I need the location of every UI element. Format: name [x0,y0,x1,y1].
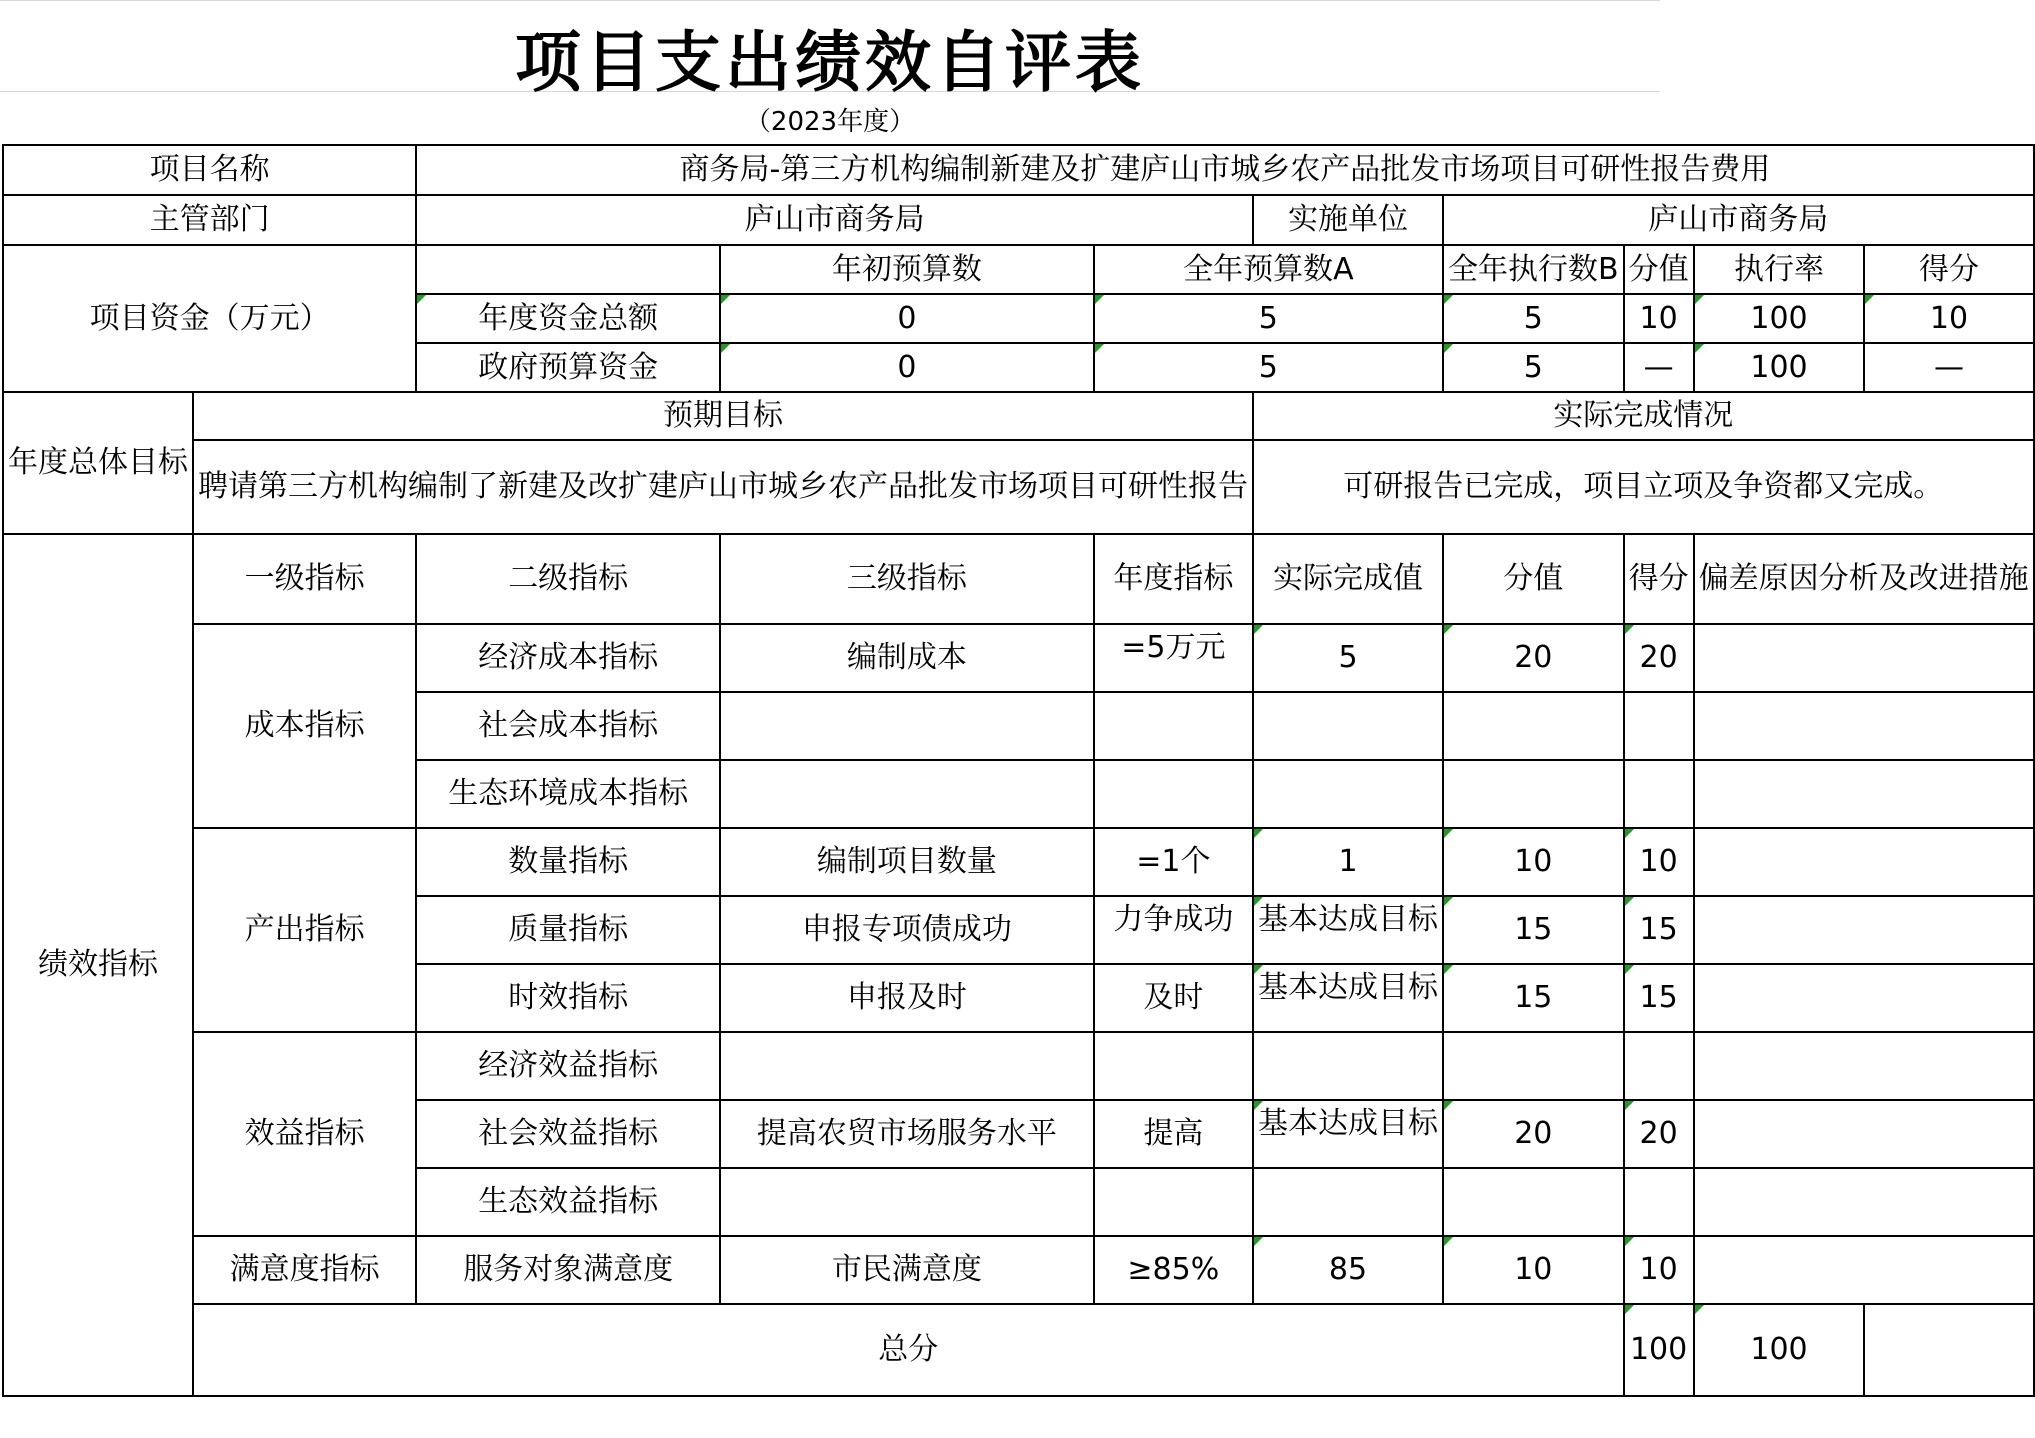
funds-row-name: 政府预算资金 [416,343,720,392]
indicators-label-text: 绩效指标 [38,947,158,982]
unit-value: 庐山市商务局 [1443,195,2034,245]
annual-cell-text: =5万元 [1121,630,1226,665]
annual-cell: 及时 [1094,964,1253,1032]
actual-cell: 1 [1253,828,1443,896]
level3-cell [720,1032,1094,1100]
score-cell: 20 [1624,1100,1694,1168]
funds-row-rate: 100 [1694,294,1865,343]
level3-cell [720,760,1094,828]
score-cell: 10 [1624,1236,1694,1304]
score-cell [1624,1032,1694,1100]
actual-cell [1253,692,1443,760]
deviation-cell [1694,760,2034,828]
deviation-cell [1694,828,2034,896]
funds-header-initial: 年初预算数 [720,245,1094,294]
score-cell: 15 [1624,964,1694,1032]
actual-cell [1253,896,1443,964]
subtitle-row [0,91,1660,143]
unit-label: 实施单位 [1253,195,1443,245]
funds-row-score: — [1864,343,2033,392]
level2-cell: 数量指标 [416,828,720,896]
score-value-cell: 10 [1443,1236,1624,1304]
score-value-cell: 20 [1443,1100,1624,1168]
goals-label [3,392,193,534]
level1-benefit: 效益指标 [193,1032,416,1236]
level2-cell: 质量指标 [416,896,720,964]
project-name-value: 商务局-第三方机构编制新建及扩建庐山市城乡农产品批发市场项目可研性报告费用 [416,145,2033,195]
annual-cell [1094,1032,1253,1100]
level2-cell: 经济成本指标 [416,624,720,692]
score-cell: 20 [1624,624,1694,692]
actual-cell [1253,1032,1443,1100]
goals-actual-text: 可研报告已完成，项目立项及争资都又完成。 [1253,440,2034,534]
funds-row-name: 年度资金总额 [416,294,720,343]
dept-label: 主管部门 [3,195,416,245]
funds-label [3,245,416,392]
annual-cell-text: 力争成功 [1113,902,1234,937]
level2-cell: 社会成本指标 [416,692,720,760]
deviation-cell [1694,1168,2034,1236]
goals-label-text: 年度总体目标 [8,445,188,480]
deviation-cell [1694,1100,2034,1168]
score-value-cell [1443,692,1624,760]
actual-cell [1253,964,1443,1032]
score-value-cell [1443,760,1624,828]
level3-cell: 提高农贸市场服务水平 [720,1100,1094,1168]
level3-cell: 申报专项债成功 [720,896,1094,964]
funds-row-score-value: 10 [1624,294,1694,343]
funds-header-score-value: 分值 [1624,245,1694,294]
header-deviation: 偏差原因分析及改进措施 [1694,534,2034,624]
annual-cell [1094,896,1253,964]
funds-row-score: 10 [1864,294,2033,343]
deviation-cell [1694,1032,2034,1100]
project-name-label: 项目名称 [3,145,416,195]
score-value-cell [1443,1032,1624,1100]
level2-cell: 生态效益指标 [416,1168,720,1236]
actual-cell-text: 基本达成目标 [1258,970,1438,1005]
goals-actual-header: 实际完成情况 [1253,392,2034,440]
actual-cell [1253,1168,1443,1236]
score-cell: 15 [1624,896,1694,964]
header-actual: 实际完成值 [1253,534,1443,624]
annual-cell: ≥85% [1094,1236,1253,1304]
level3-cell: 申报及时 [720,964,1094,1032]
annual-cell [1094,692,1253,760]
page-subtitle: （2023年度） [744,107,916,137]
annual-cell [1094,624,1253,692]
annual-cell: =1个 [1094,828,1253,896]
level3-cell: 市民满意度 [720,1236,1094,1304]
level3-cell: 编制项目数量 [720,828,1094,896]
goals-expected-header: 预期目标 [193,392,1253,440]
actual-cell: 85 [1253,1236,1443,1304]
score-cell [1624,692,1694,760]
actual-cell [1253,1100,1443,1168]
annual-cell: 提高 [1094,1100,1253,1168]
deviation-cell [1694,692,2034,760]
level2-cell: 经济效益指标 [416,1032,720,1100]
funds-header-score: 得分 [1864,245,2033,294]
funds-row-score-value: — [1624,343,1694,392]
level3-cell [720,692,1094,760]
funds-header-blank [416,245,720,294]
actual-cell-text: 基本达成目标 [1258,902,1438,937]
funds-header-full-year: 全年预算数A [1094,245,1443,294]
annual-cell [1094,1168,1253,1236]
header-annual: 年度指标 [1094,534,1253,624]
score-cell: 10 [1624,828,1694,896]
title-row [0,0,1660,101]
score-cell [1624,760,1694,828]
actual-cell [1253,760,1443,828]
deviation-cell [1694,964,2034,1032]
funds-row-full-year: 5 [1094,343,1443,392]
funds-row-initial: 0 [720,294,1094,343]
header-level3: 三级指标 [720,534,1094,624]
funds-header-executed: 全年执行数B [1443,245,1624,294]
funds-label-text: 项目资金（万元） [89,300,330,336]
score-cell [1624,1168,1694,1236]
level2-cell: 社会效益指标 [416,1100,720,1168]
funds-row-executed: 5 [1443,294,1624,343]
score-value-cell [1443,1168,1624,1236]
annual-cell [1094,760,1253,828]
dept-value: 庐山市商务局 [416,195,1253,245]
deviation-cell [1694,896,2034,964]
total-score: 100 [1694,1304,1865,1396]
funds-row-initial: 0 [720,343,1094,392]
total-deviation [1864,1304,2033,1396]
header-level2: 二级指标 [416,534,720,624]
level2-cell: 服务对象满意度 [416,1236,720,1304]
total-score-value: 100 [1624,1304,1694,1396]
funds-row-full-year: 5 [1094,294,1443,343]
level3-cell [720,1168,1094,1236]
level1-output: 产出指标 [193,828,416,1032]
level1-cost: 成本指标 [193,624,416,828]
level2-cell: 生态环境成本指标 [416,760,720,828]
deviation-cell [1694,1236,2034,1304]
level1-satisfaction: 满意度指标 [193,1236,416,1304]
header-score-value: 分值 [1443,534,1624,624]
funds-row-executed: 5 [1443,343,1624,392]
indicators-label [3,534,193,1396]
score-value-cell: 15 [1443,964,1624,1032]
funds-row-rate: 100 [1694,343,1865,392]
score-value-cell: 20 [1443,624,1624,692]
score-value-cell: 15 [1443,896,1624,964]
total-label: 总分 [193,1304,1624,1396]
evaluation-table [2,144,2035,1397]
level3-cell: 编制成本 [720,624,1094,692]
page-title: 项目支出绩效自评表 [515,23,1145,101]
actual-cell: 5 [1253,624,1443,692]
funds-header-rate: 执行率 [1694,245,1865,294]
level2-cell: 时效指标 [416,964,720,1032]
header-level1: 一级指标 [193,534,416,624]
deviation-cell [1694,624,2034,692]
actual-cell-text: 基本达成目标 [1258,1106,1438,1141]
goals-expected-text: 聘请第三方机构编制了新建及改扩建庐山市城乡农产品批发市场项目可研性报告 [193,440,1253,534]
header-score: 得分 [1624,534,1694,624]
score-value-cell: 10 [1443,828,1624,896]
